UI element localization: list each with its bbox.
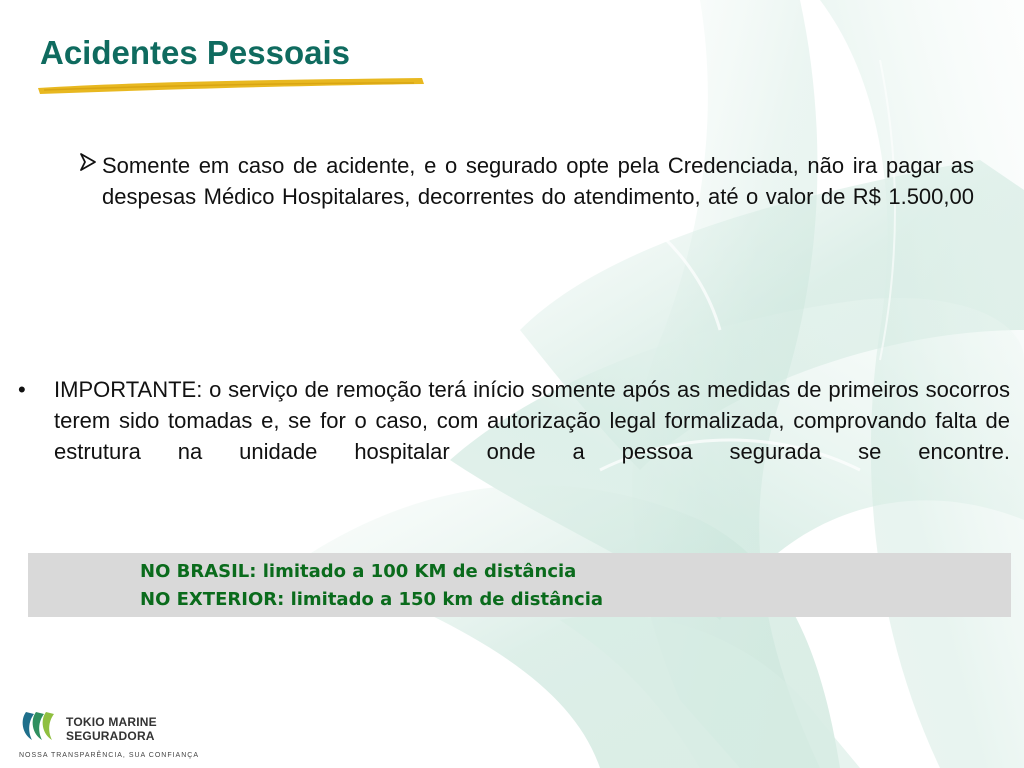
arrow-bullet-icon xyxy=(78,151,98,173)
bullet-item-2 xyxy=(18,374,1010,467)
limit-brasil: NO BRASIL: limitado a 100 KM de distância xyxy=(140,561,577,582)
distance-limits-box xyxy=(28,553,1011,617)
title-brush-underline xyxy=(34,74,426,96)
limit-exterior: NO EXTERIOR: limitado a 150 km de distância xyxy=(140,589,604,610)
company-logo xyxy=(18,706,199,764)
tokio-marine-logo-icon xyxy=(18,706,58,746)
bullet-item-1 xyxy=(78,150,974,212)
logo-name-line-2: SEGURADORA xyxy=(66,729,155,743)
slide-title: Acidentes Pessoais xyxy=(40,34,350,71)
logo-name-line-1: TOKIO MARINE xyxy=(66,715,157,729)
logo-slogan: NOSSA TRANSPARÊNCIA, SUA CONFIANÇA xyxy=(19,752,199,759)
dot-bullet-icon: • xyxy=(18,377,26,402)
bullet-2-text: IMPORTANTE: o serviço de remoção terá início somente após as medidas de primeiros socorros terem sido tomadas e, se for o caso, com autorização legal formalizada, comprovando falta de estrutura na unidade hospitalar onde a pessoa segurada se encontre. xyxy=(54,377,1010,464)
bullet-1-text: Somente em caso de acidente, e o segurado opte pela Credenciada, não ira pagar as despesas Médico Hospitalares, decorrentes do atendimento, até o valor de R$ 1.500,00 xyxy=(102,153,974,209)
